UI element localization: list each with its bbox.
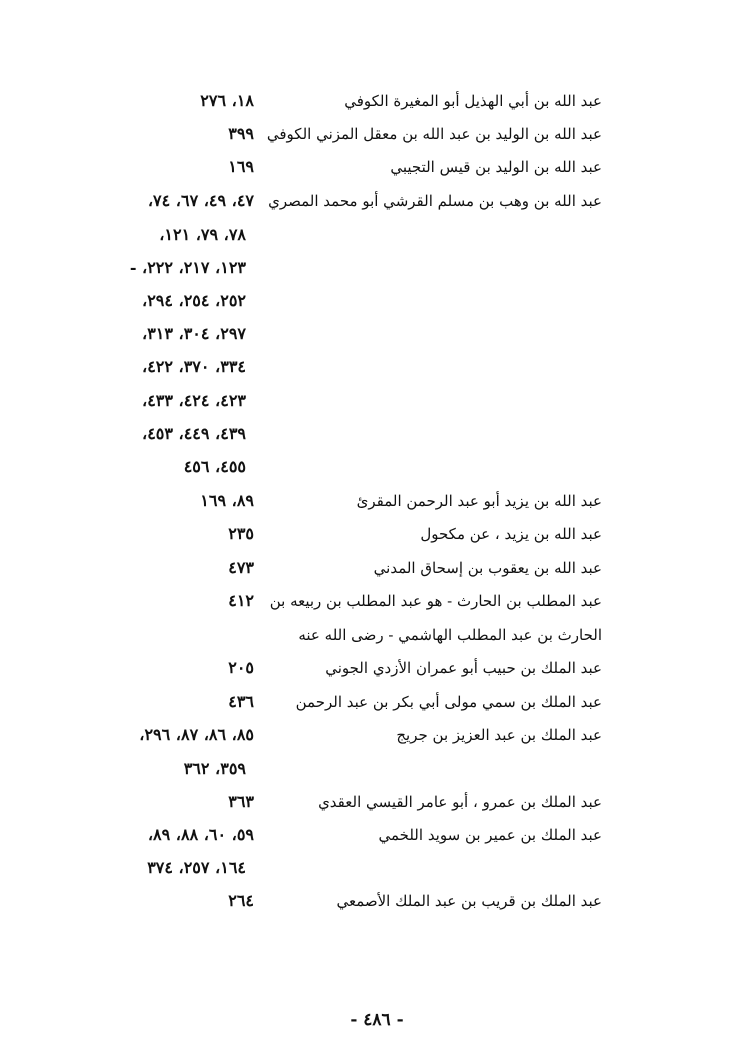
page-number: - ٤٨٦ -	[350, 1010, 404, 1030]
index-entry	[0, 586, 754, 616]
index-entry	[0, 620, 754, 650]
entry-pages: ٢٠٥	[228, 658, 254, 677]
index-entry	[0, 186, 754, 216]
entry-name: عبد المطلب بن الحارث - هو عبد المطلب بن ربيعه بن	[269, 592, 602, 610]
entry-pages: ٤٣٦	[228, 692, 254, 711]
index-entry	[0, 86, 754, 116]
entry-pages: ٨٩، ١٦٩	[200, 491, 254, 510]
entry-pages: ١٦٩	[228, 157, 254, 176]
entry-name: عبد الله بن الوليد بن قيس التجيبي	[390, 158, 602, 176]
index-entry	[0, 653, 754, 683]
index-entry	[0, 152, 754, 182]
entry-name: عبد الملك بن حبيب أبو عمران الأزدي الجوني	[325, 659, 602, 677]
index-entry	[0, 886, 754, 916]
index-entry	[0, 319, 754, 349]
entry-name: عبد الملك بن سمي مولى أبي بكر بن عبد الرحمن	[295, 693, 602, 711]
entry-pages: ٨٥، ٨٦، ٨٧، ٢٩٦،	[139, 725, 254, 744]
entry-pages: ٢٣٥	[228, 524, 254, 543]
entry-pages: ٤٣٩، ٤٤٩، ٤٥٣،	[142, 424, 246, 443]
entry-pages: ٢٩٧، ٣٠٤، ٣١٣،	[142, 324, 246, 343]
entry-name: عبد الله بن يزيد أبو عبد الرحمن المقرئ	[356, 492, 602, 510]
entry-pages: ٧٨، ٧٩، ١٢١،	[159, 225, 246, 244]
index-entry	[0, 286, 754, 316]
index-entry	[0, 787, 754, 817]
entry-name: الحارث بن عبد المطلب الهاشمي - رضى الله عنه	[298, 626, 602, 644]
entry-pages: ٤٥٥، ٤٥٦	[183, 457, 246, 476]
entry-name: عبد الله بن يعقوب بن إسحاق المدني	[373, 559, 602, 577]
entry-pages: ٥٩، ٦٠، ٨٨، ٨٩،	[147, 825, 254, 844]
entry-pages: ٣٦٣	[228, 792, 254, 811]
entry-name: عبد الله بن وهب بن مسلم القرشي أبو محمد المصري	[268, 192, 602, 210]
entry-name: عبد الملك بن عمرو ، أبو عامر القيسي العقدي	[318, 793, 602, 811]
index-entry	[0, 486, 754, 516]
entry-name: عبد الملك بن عبد العزيز بن جريج	[396, 726, 602, 744]
entry-pages: ٣٣٤، ٣٧٠، ٤٢٢،	[142, 357, 246, 376]
entry-name: عبد الملك بن عمير بن سويد اللخمي	[378, 826, 602, 844]
index-entry	[0, 820, 754, 850]
entry-pages: ١٨، ٢٧٦	[200, 91, 254, 110]
index-entry	[0, 253, 754, 283]
index-entry	[0, 419, 754, 449]
index-entry	[0, 386, 754, 416]
entry-pages: ٢٥٢، ٢٥٤، ٢٩٤،	[142, 291, 246, 310]
index-entry	[0, 720, 754, 750]
entry-pages: ١٦٤، ٢٥٧، ٣٧٤	[147, 858, 246, 877]
entry-name: عبد الله بن الوليد بن عبد الله بن معقل المزني الكوفي	[266, 125, 602, 143]
index-entry	[0, 119, 754, 149]
entry-pages: ٣٥٩، ٣٦٢	[183, 759, 246, 778]
index-entry	[0, 853, 754, 883]
entry-pages: ٤١٢	[228, 591, 254, 610]
entry-pages: ٤٧، ٤٩، ٦٧، ٧٤،	[147, 191, 254, 210]
entry-name: عبد الله بن أبي الهذيل أبو المغيرة الكوفي	[344, 92, 602, 110]
entry-pages: ١٢٣، ٢١٧، ٢٢٢، -	[129, 258, 246, 277]
index-entry	[0, 220, 754, 250]
index-entry	[0, 687, 754, 717]
index-entry	[0, 754, 754, 784]
entry-name: عبد الملك بن قريب بن عبد الملك الأصمعي	[336, 892, 602, 910]
entry-pages: ٢٦٤	[228, 891, 254, 910]
entry-pages: ٣٩٩	[228, 124, 254, 143]
entry-pages: ٤٧٣	[228, 558, 254, 577]
index-entry	[0, 452, 754, 482]
index-entry	[0, 352, 754, 382]
entry-pages: ٤٢٣، ٤٢٤، ٤٣٣،	[142, 391, 246, 410]
index-entry	[0, 553, 754, 583]
entry-name: عبد الله بن يزيد ، عن مكحول	[420, 525, 602, 543]
index-entry	[0, 519, 754, 549]
